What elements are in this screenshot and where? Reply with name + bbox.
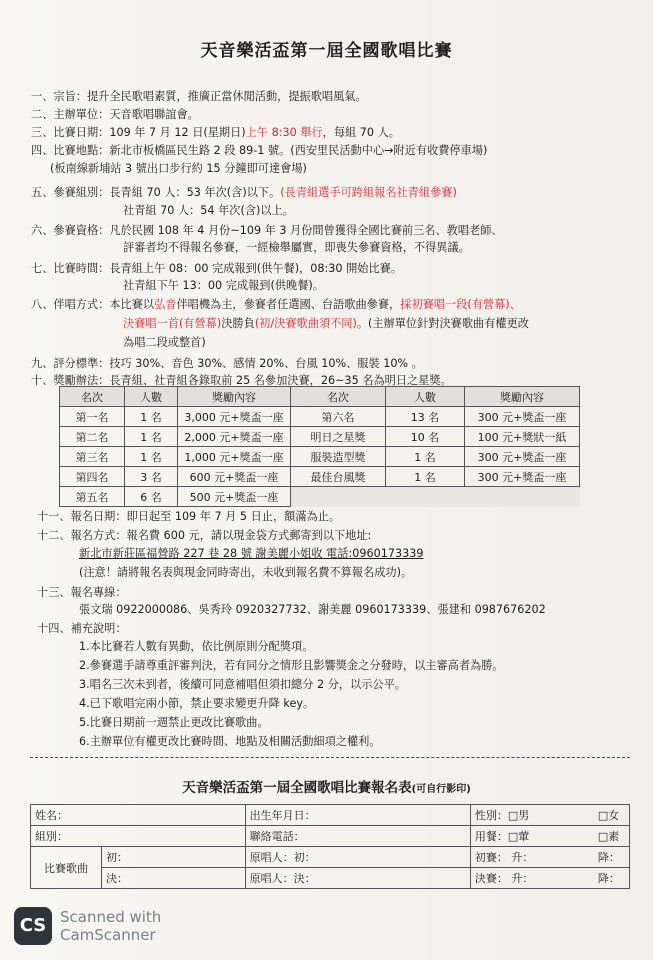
meal-meat-checkbox[interactable]: 用餐：□葷	[470, 826, 594, 847]
table-cell-empty	[291, 487, 386, 507]
brand-highlight: 弘音	[154, 298, 177, 311]
item-text-d: 。(主辦單位針對決賽歌曲有權更改	[356, 317, 529, 330]
prelim-song-field[interactable]: 初：	[102, 847, 246, 868]
item-venue-line2: (板南線新埔站 3 號出口步行約 15 分鐘即可達會場)	[50, 162, 307, 175]
item-label: 一、宗旨：	[31, 90, 87, 103]
item-label: 九、評分標準：	[31, 357, 110, 370]
item-organizer	[31, 108, 199, 122]
table-cell: 第二名	[60, 427, 125, 447]
final-highlight: 決賽唱一首(有營幕)	[123, 317, 222, 330]
table-cell: 服裝造型獎	[291, 447, 386, 467]
prelim-key-up-field[interactable]: 初賽： 升：	[470, 847, 594, 868]
form-row	[31, 805, 630, 826]
item-groups-line2: 社青組 70 人：54 年次(含)以上。	[123, 204, 294, 217]
table-row	[60, 407, 580, 427]
date-highlight: 上午 8:30 舉行	[245, 126, 323, 139]
item-text: 長青組、社青組各錄取前 25 名參加決賽，26~35 名為明日之星獎。	[109, 374, 452, 387]
table-cell: 第六名	[291, 407, 386, 427]
table-cell: 300 元+獎盃一座	[465, 407, 580, 427]
page-title: 天音樂活盃第一屆全國歌唱比賽	[200, 41, 453, 61]
table-row	[60, 467, 580, 487]
item-text: 報名費 600 元，請以現金袋方式郵寄到以下地址:	[126, 529, 372, 542]
item-notes-label: 十四、補充說明：	[37, 622, 127, 635]
name-field[interactable]: 姓名：	[31, 805, 246, 826]
note-item: 2.參賽選手請尊重評審判決，若有同分之情形且影響獎金之分發時，以主審高者為勝。	[79, 659, 504, 672]
item-text: 即日起至 109 年 7 月 5 日止，額滿為止。	[126, 510, 341, 523]
item-label: 十二、報名方式：	[37, 529, 127, 542]
hotline-numbers: 張文瑞 0922000086、吳秀玲 0920327732、謝美麗 0960173339、張建和 0987676202	[79, 603, 546, 616]
item-text-c: 決勝負	[221, 317, 255, 330]
item-eligibility	[31, 224, 503, 238]
item-accompaniment-line2	[123, 317, 529, 331]
watermark-line1: Scanned with	[60, 908, 162, 926]
header-cell: 獎勵內容	[465, 387, 580, 407]
item-accompaniment	[31, 298, 521, 312]
item-text: 109 年 7 月 12 日(星期日)	[109, 126, 246, 139]
item-purpose	[31, 90, 367, 104]
item-venue	[31, 144, 487, 158]
final-singer-field[interactable]: 原唱人：決：	[245, 868, 470, 889]
table-cell: 300 元+獎盃一座	[465, 447, 580, 467]
table-cell: 6 名	[125, 487, 178, 507]
prelim-highlight: 採初賽唱一段(有營幕)、	[400, 298, 521, 311]
item-scoring	[31, 357, 423, 371]
prelim-key-down-field[interactable]: 降：	[594, 847, 630, 868]
table-cell: 3 名	[125, 467, 178, 487]
table-cell: 第一名	[60, 407, 125, 427]
reg-note: (注意！請將報名表與現金同時寄出，未收到報名費不算報名成功)。	[79, 566, 413, 579]
table-cell: 300 元+獎盃一座	[465, 467, 580, 487]
final-key-down-field[interactable]: 降：	[594, 868, 630, 889]
gender-male-checkbox[interactable]: 性別：□男	[470, 805, 594, 826]
mailing-address: 新北市新莊區福營路 227 巷 28 號 謝美麗小姐收 電話:0960173339	[79, 547, 424, 560]
item-text: 天音歌唱聯誼會。	[109, 108, 199, 121]
item-time-line2: 社青組下午 13：00 完成報到(供晚餐)。	[123, 279, 324, 292]
birth-field[interactable]: 出生年月日：	[245, 805, 470, 826]
prize-table	[59, 386, 580, 507]
table-row	[60, 427, 580, 447]
camscanner-logo: CS	[14, 907, 52, 945]
header-cell: 名次	[291, 387, 386, 407]
prize-table-header	[60, 387, 580, 407]
note-item: 5.比賽日期前一週禁止更改比賽歌曲。	[79, 716, 269, 729]
item-time	[31, 262, 402, 276]
final-song-field[interactable]: 決：	[102, 868, 246, 889]
table-cell-empty	[465, 487, 580, 507]
item-accompaniment-line3: 為唱二段或整首)	[123, 336, 206, 349]
watermark-line2: CamScanner	[60, 926, 156, 944]
table-row	[60, 487, 580, 507]
item-text: 新北市板橋區民生路 2 段 89-1 號。(西安里民活動中心→附近有收費停車場)	[109, 144, 488, 157]
note-item: 3.唱名三次未到者，後續可同意補唱但須扣總分 2 分，以示公平。	[79, 678, 406, 691]
song-rule-highlight: (初/決賽歌曲須不同)	[254, 317, 357, 330]
item-text: 提升全民歌唱素質，推廣正當休閒活動，提振歌唱風氣。	[86, 90, 367, 103]
table-cell: 1 名	[125, 447, 178, 467]
note-item: 6.主辦單位有權更改比賽時間、地點及相關活動細項之權利。	[79, 735, 381, 748]
item-text: 本比賽以	[109, 298, 155, 311]
item-text: 凡於民國 108 年 4 月份~109 年 3 月份間曾獲得全國比賽前三名、教唱老師、	[109, 224, 503, 237]
item-label: 五、參賽組別：	[31, 186, 110, 199]
note-item: 4.已下歌唱完兩小節，禁止要求變更升降 key。	[79, 697, 315, 710]
table-cell: 100 元+獎狀一紙	[465, 427, 580, 447]
item-text: 長青組 70 人：53 年次(含)以下。	[109, 186, 281, 199]
camscanner-watermark	[60, 908, 161, 944]
item-reg-method	[37, 529, 371, 543]
table-cell: 3,000 元+獎盃一座	[178, 407, 291, 427]
header-cell: 人數	[386, 387, 465, 407]
table-cell: 第三名	[60, 447, 125, 467]
item-text: 技巧 30%、音色 30%、感情 20%、台風 10%、服裝 10% 。	[109, 357, 423, 370]
header-cell: 名次	[60, 387, 125, 407]
item-label: 二、主辦單位：	[31, 108, 110, 121]
item-groups	[31, 186, 457, 200]
item-label: 七、比賽時間：	[31, 262, 110, 275]
registration-form	[30, 804, 630, 889]
table-cell: 2,000 元+獎盃一座	[178, 427, 291, 447]
form-title-note: (可自行影印)	[411, 784, 471, 795]
header-cell: 獎勵內容	[178, 387, 291, 407]
prelim-singer-field[interactable]: 原唱人：初：	[245, 847, 470, 868]
header-cell: 人數	[125, 387, 178, 407]
table-cell: 1 名	[125, 407, 178, 427]
item-text-tail: ，每組 70 人。	[322, 126, 400, 139]
item-label: 十一、報名日期：	[37, 510, 127, 523]
table-cell: 1 名	[386, 447, 465, 467]
item-label: 八、伴唱方式：	[31, 298, 110, 311]
final-key-up-field[interactable]: 決賽： 升：	[470, 868, 594, 889]
item-text-b: 伴唱機為主，參賽者任選國、台語歌曲參賽，	[176, 298, 401, 311]
form-row	[31, 868, 630, 889]
item-label: 十、獎勵辦法：	[31, 374, 110, 387]
form-row	[31, 826, 630, 847]
table-row	[60, 447, 580, 467]
song-label: 比賽歌曲	[31, 847, 102, 889]
item-label: 四、比賽地點：	[31, 144, 110, 157]
group-field[interactable]: 組別：	[31, 826, 246, 847]
item-reg-date	[37, 510, 340, 524]
item-date	[31, 126, 400, 140]
item-hotline-label: 十三、報名專線：	[37, 586, 127, 599]
table-cell: 第四名	[60, 467, 125, 487]
table-cell-empty	[386, 487, 465, 507]
table-cell: 10 名	[386, 427, 465, 447]
table-cell: 第五名	[60, 487, 125, 507]
gender-female-checkbox[interactable]: □女	[594, 805, 630, 826]
form-title	[0, 776, 653, 796]
table-cell: 明日之星獎	[291, 427, 386, 447]
groups-highlight: (長青組選手可跨組報名社青組參賽)	[280, 186, 457, 199]
table-cell: 13 名	[386, 407, 465, 427]
form-row	[31, 847, 630, 868]
item-label: 六、參賽資格：	[31, 224, 110, 237]
item-text: 長青組上午 08：00 完成報到(供午餐)，08:30 開始比賽。	[109, 262, 403, 275]
item-label: 三、比賽日期：	[31, 126, 110, 139]
dashed-divider	[30, 757, 630, 758]
table-cell: 500 元+獎盃一座	[178, 487, 291, 507]
table-cell: 1 名	[125, 427, 178, 447]
form-title-text: 天音樂活盃第一屆全國歌唱比賽報名表	[182, 780, 412, 796]
table-cell: 1,000 元+獎盃一座	[178, 447, 291, 467]
phone-field[interactable]: 聯絡電話：	[245, 826, 470, 847]
meal-veg-checkbox[interactable]: □素	[594, 826, 630, 847]
table-cell: 1 名	[386, 467, 465, 487]
table-cell: 最佳台風獎	[291, 467, 386, 487]
note-item: 1.本比賽若人數有異動，依比例原則分配獎項。	[79, 640, 314, 653]
table-cell: 600 元+獎盃一座	[178, 467, 291, 487]
item-eligibility-line2: 評審者均不得報名參賽，一經檢舉屬實，即喪失參賽資格，不得異議。	[123, 241, 470, 254]
